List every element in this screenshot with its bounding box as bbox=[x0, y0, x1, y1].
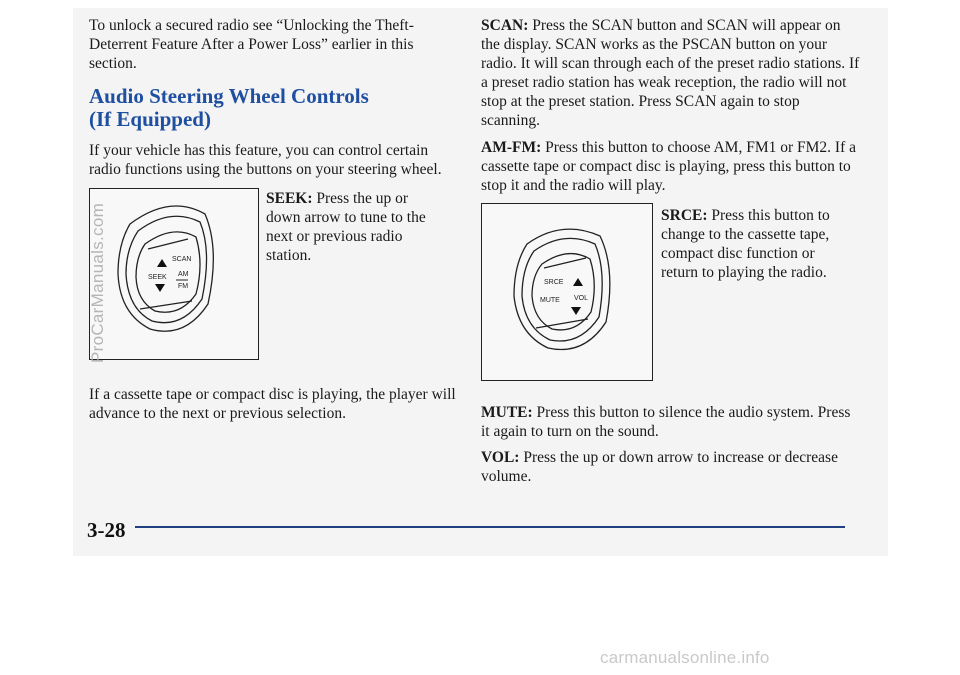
site-watermark: carmanualsonline.info bbox=[600, 648, 770, 667]
seek-term: SEEK: bbox=[266, 190, 313, 207]
vol-text: Press the up or down arrow to increase or decrease volume. bbox=[481, 449, 838, 485]
right-bottom-block bbox=[481, 403, 861, 493]
heading-line-2: (If Equipped) bbox=[89, 107, 211, 131]
am-label: AM bbox=[178, 271, 189, 278]
mute-term: MUTE: bbox=[481, 404, 533, 421]
mute-text: Press this button to silence the audio system. Press it again to turn on the sound. bbox=[481, 404, 851, 440]
scan-paragraph bbox=[481, 16, 861, 130]
fm-label: FM bbox=[178, 283, 189, 290]
left-column bbox=[89, 16, 459, 179]
amfm-text: Press this button to choose AM, FM1 or FM2. If a cassette tape or compact disc is playing, press this button to stop it and the radio will play. bbox=[481, 139, 856, 194]
mute-label: MUTE bbox=[540, 297, 560, 304]
section-heading bbox=[89, 85, 459, 131]
seek-description bbox=[266, 189, 446, 265]
right-column bbox=[481, 16, 861, 195]
vertical-watermark: ProCarManuals.com bbox=[88, 202, 107, 363]
scan-term: SCAN: bbox=[481, 17, 529, 34]
srce-text: Press this button to change to the cassette tape, compact disc function or return to playing the radio. bbox=[661, 207, 830, 281]
amfm-term: AM-FM: bbox=[481, 139, 542, 156]
vol-term: VOL: bbox=[481, 449, 520, 466]
after-figure-paragraph: If a cassette tape or compact disc is playing, the player will advance to the next or previous selection. bbox=[89, 386, 456, 422]
srce-term: SRCE: bbox=[661, 207, 708, 224]
footer-rule bbox=[135, 526, 845, 528]
scan-text: Press the SCAN button and SCAN will appear on the display. SCAN works as the PSCAN button on your radio. It will scan through each of the preset radio stations. If a preset radio station has weak reception, the radio will not stop at the preset station. Press SCAN again to stop scanning. bbox=[481, 17, 860, 129]
srce-controls-figure bbox=[481, 203, 653, 381]
steering-control-vol-illustration bbox=[482, 204, 652, 380]
section-body: If your vehicle has this feature, you can control certain radio functions using the buttons on your steering wheel. bbox=[89, 142, 442, 178]
mute-paragraph bbox=[481, 403, 861, 441]
srce-label: SRCE bbox=[544, 279, 564, 286]
scan-label: SCAN bbox=[172, 256, 192, 263]
seek-text: Press the up or down arrow to tune to the next or previous radio station. bbox=[266, 190, 426, 264]
seek-label: SEEK bbox=[148, 274, 167, 281]
page-number: 3-28 bbox=[87, 518, 126, 542]
heading-line-1: Audio Steering Wheel Controls bbox=[89, 84, 369, 108]
vol-paragraph bbox=[481, 448, 861, 486]
vol-label: VOL bbox=[574, 295, 589, 302]
intro-paragraph: To unlock a secured radio see “Unlocking the Theft-Deterrent Feature After a Power Loss” earlier in this section. bbox=[89, 17, 414, 72]
amfm-paragraph bbox=[481, 138, 861, 195]
srce-description bbox=[661, 206, 846, 282]
